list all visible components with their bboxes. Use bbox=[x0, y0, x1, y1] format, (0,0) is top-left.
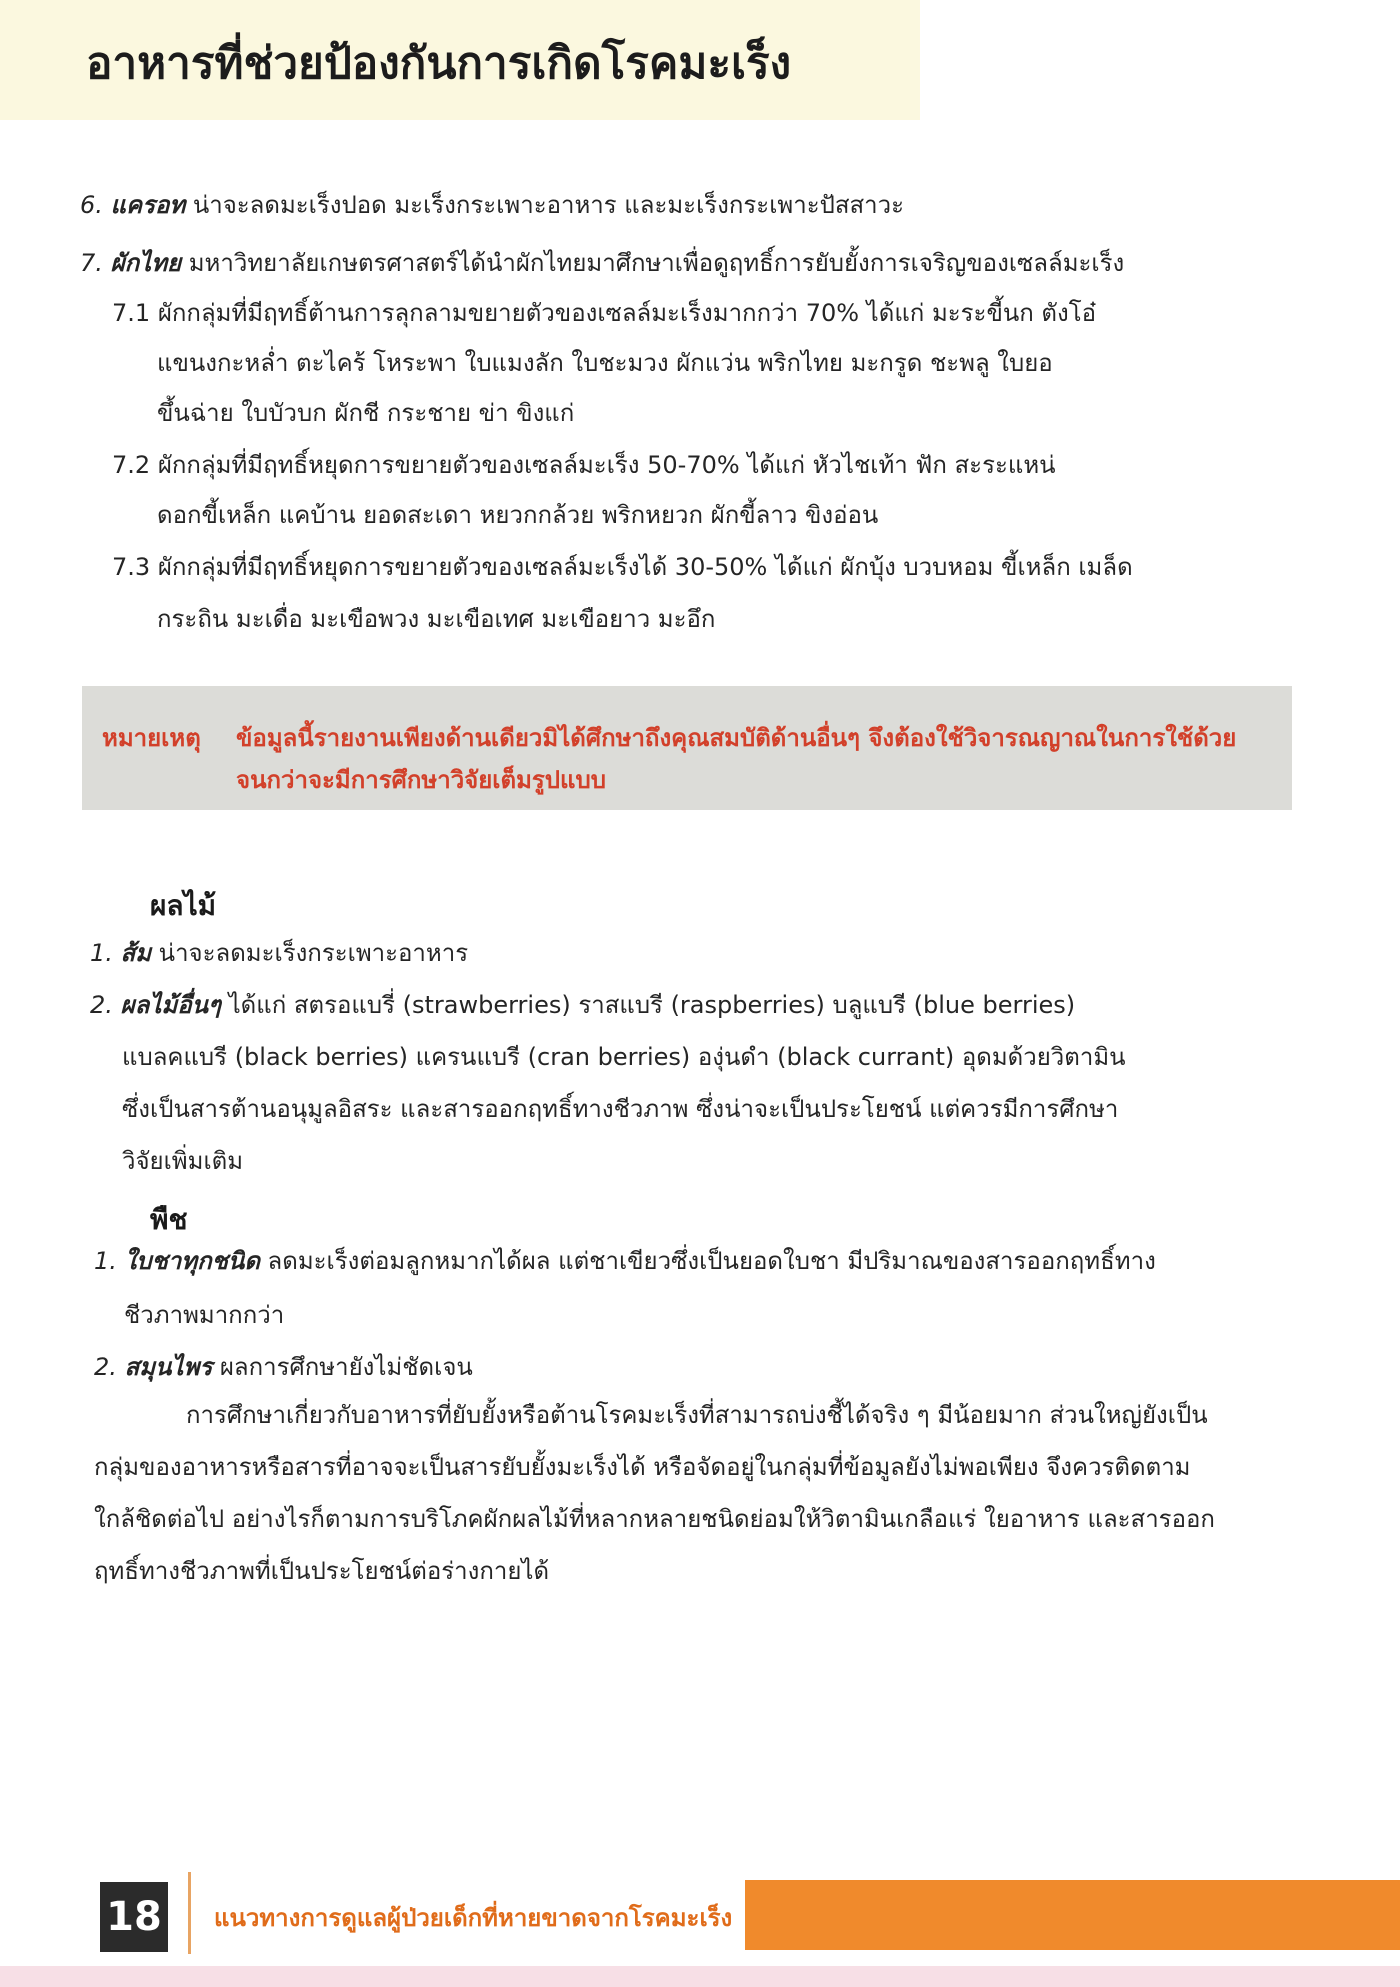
section-heading-fruits: ผลไม้ bbox=[150, 889, 217, 922]
subitem-line: ผักกลุ่มที่มีฤทธิ์หยุดการขยายตัวของเซลล์มะเร็ง 50-70% ได้แก่ หัวไชเท้า ฟัก สะระแหน่ bbox=[157, 451, 1056, 479]
list-item bbox=[80, 190, 904, 220]
item-text: ผลการศึกษายังไม่ชัดเจน bbox=[219, 1353, 473, 1381]
item-number: 2. bbox=[90, 991, 113, 1019]
item-label: ผักไทย bbox=[110, 249, 182, 277]
page-title: อาหารที่ช่วยป้องกันการเกิดโรคมะเร็ง bbox=[86, 38, 792, 89]
item-number: 6. bbox=[80, 191, 103, 219]
bottom-edge bbox=[0, 1966, 1400, 1987]
item-text: ได้แก่ สตรอแบรี่ (strawberries) ราสแบรี (raspberries) บลูแบรี (blue berries) bbox=[228, 991, 1076, 1019]
page-number: 18 bbox=[100, 1882, 168, 1952]
item-line: ชีวภาพมากกว่า bbox=[124, 1301, 285, 1329]
book-title: แนวทางการดูแลผู้ป่วยเด็กที่หายขาดจากโรคมะเร็ง bbox=[214, 1904, 733, 1932]
item-number: 1. bbox=[90, 939, 113, 967]
subitem-line: กระถิน มะเดื่อ มะเขือพวง มะเขือเทศ มะเขือยาว มะอึก bbox=[157, 605, 716, 633]
paragraph-line: ฤทธิ์ทางชีวภาพที่เป็นประโยชน์ต่อร่างกายได้ bbox=[94, 1557, 550, 1585]
item-label: สมุนไพร bbox=[124, 1353, 213, 1381]
paragraph-line: ใกล้ชิดต่อไป อย่างไรก็ตามการบริโภคผักผลไม้ที่หลากหลายชนิดย่อมให้วิตามินเกลือแร่ ใยอาหาร และสารออก bbox=[94, 1505, 1215, 1533]
item-label: ส้ม bbox=[120, 939, 152, 967]
footer-divider bbox=[188, 1872, 191, 1954]
item-text: น่าจะลดมะเร็งปอด มะเร็งกระเพาะอาหาร และมะเร็งกระเพาะปัสสาวะ bbox=[192, 191, 904, 219]
list-item bbox=[90, 990, 1075, 1020]
subitem bbox=[112, 298, 1096, 328]
paragraph-line: กลุ่มของอาหารหรือสารที่อาจจะเป็นสารยับยั้งมะเร็งได้ หรือจัดอยู่ในกลุ่มที่ข้อมูลยังไม่พอเพียง จึงควรติดตาม bbox=[94, 1453, 1191, 1481]
item-number: 2. bbox=[94, 1353, 117, 1381]
subitem-line: แขนงกะหล่ำ ตะไคร้ โหระพา ใบแมงลัก ใบชะมวง ผักแว่น พริกไทย มะกรูด ชะพลู ใบยอ bbox=[157, 349, 1053, 377]
subitem-line: ขึ้นฉ่าย ใบบัวบก ผักชี กระชาย ข่า ขิงแก่ bbox=[157, 399, 575, 427]
item-text: น่าจะลดมะเร็งกระเพาะอาหาร bbox=[158, 939, 469, 967]
note-label: หมายเหตุ bbox=[102, 724, 201, 752]
item-line: วิจัยเพิ่มเติม bbox=[122, 1147, 244, 1175]
item-label: ใบชาทุกชนิด bbox=[124, 1247, 260, 1275]
item-number: 7. bbox=[80, 249, 103, 277]
subitem-number: 7.2 bbox=[112, 451, 151, 479]
item-number: 1. bbox=[94, 1247, 117, 1275]
subitem-line: ผักกลุ่มที่มีฤทธิ์ต้านการลุกลามขยายตัวของเซลล์มะเร็งมากกว่า 70% ได้แก่ มะระขี้นก ตังโอ๋ bbox=[157, 299, 1097, 327]
section-heading-plants: พืช bbox=[150, 1203, 188, 1236]
subitem-line: ดอกขี้เหล็ก แคบ้าน ยอดสะเดา หยวกกล้วย พริกหยวก ผักขี้ลาว ขิงอ่อน bbox=[157, 501, 879, 529]
footer-accent-bar bbox=[745, 1880, 1400, 1950]
list-item bbox=[94, 1246, 1156, 1276]
note-line: ข้อมูลนี้รายงานเพียงด้านเดียวมิได้ศึกษาถึงคุณสมบัติด้านอื่นๆ จึงต้องใช้วิจารณญาณในการใช้ด้วย bbox=[236, 724, 1237, 752]
subitem bbox=[112, 450, 1056, 480]
item-line: แบลคแบรี (black berries) แครนแบรี (cran berries) องุ่นดำ (black currant) อุดมด้วยวิตามิน bbox=[122, 1043, 1126, 1071]
list-item bbox=[80, 248, 1124, 278]
subitem-line: ผักกลุ่มที่มีฤทธิ์หยุดการขยายตัวของเซลล์มะเร็งได้ 30-50% ได้แก่ ผักบุ้ง บวบหอม ขี้เหล็ก เมล็ด bbox=[157, 553, 1133, 581]
item-label: ผลไม้อื่นๆ bbox=[120, 991, 221, 1019]
list-item bbox=[94, 1352, 473, 1382]
paragraph-line: การศึกษาเกี่ยวกับอาหารที่ยับยั้งหรือต้านโรคมะเร็งที่สามารถบ่งชี้ได้จริง ๆ มีน้อยมาก ส่วนใหญ่ยังเป็น bbox=[186, 1401, 1208, 1429]
list-item bbox=[90, 938, 468, 968]
subitem bbox=[112, 552, 1133, 582]
subitem-number: 7.1 bbox=[112, 299, 151, 327]
item-label: แครอท bbox=[110, 191, 186, 219]
note-line: จนกว่าจะมีการศึกษาวิจัยเต็มรูปแบบ bbox=[236, 766, 606, 794]
item-text: ลดมะเร็งต่อมลูกหมากได้ผล แต่ชาเขียวซึ่งเป็นยอดใบชา มีปริมาณของสารออกฤทธิ์ทาง bbox=[267, 1247, 1156, 1275]
item-line: ซึ่งเป็นสารต้านอนุมูลอิสระ และสารออกฤทธิ์ทางชีวภาพ ซึ่งน่าจะเป็นประโยชน์ แต่ควรมีการศึกษา bbox=[122, 1095, 1119, 1123]
item-text: มหาวิทยาลัยเกษตรศาสตร์ได้นำผักไทยมาศึกษาเพื่อดูฤทธิ์การยับยั้งการเจริญของเซลล์มะเร็ง bbox=[188, 249, 1125, 277]
subitem-number: 7.3 bbox=[112, 553, 151, 581]
